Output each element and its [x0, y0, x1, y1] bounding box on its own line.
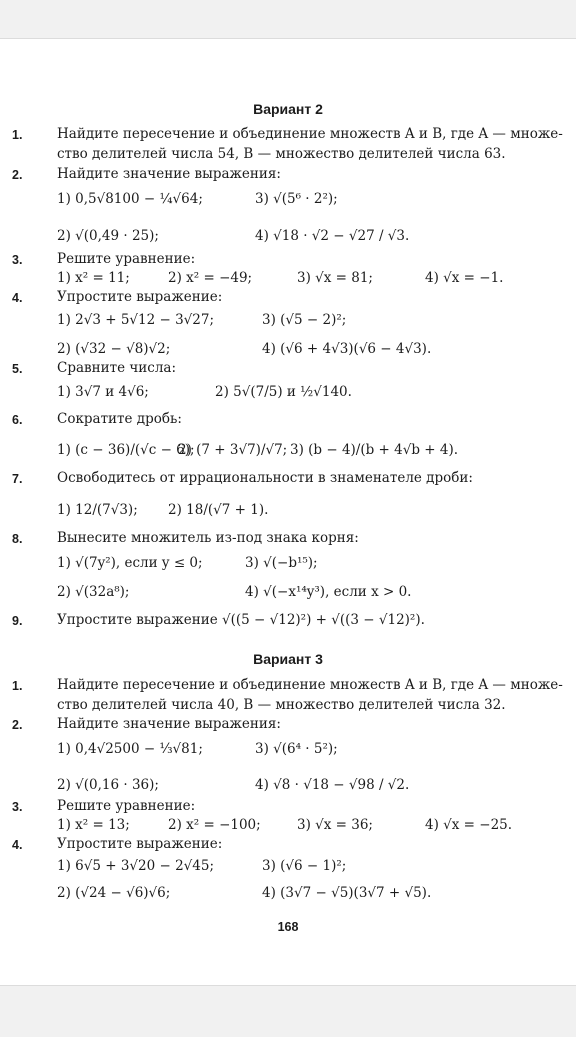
v2-task-5-question: Сравните числа:: [57, 360, 177, 376]
v3-task-2-expr-3: 3) √(6⁴ · 5²);: [255, 741, 338, 757]
v2-task-3-number: 3.: [12, 253, 23, 267]
v2-task-5-number: 5.: [12, 362, 23, 376]
v3-task-4-expr-4: 4) (3√7 − √5)(3√7 + √5).: [262, 885, 432, 901]
v2-task-7-expr-2: 2) 18/(√7 + 1).: [168, 502, 269, 518]
v2-task-3-expr-1: 1) x² = 11;: [57, 270, 130, 286]
v2-task-9-question: Упростите выражение √((5 − √12)²) + √((3 − √12)²).: [57, 612, 425, 628]
variant-2-title: Вариант 2: [253, 101, 323, 117]
v3-task-3-expr-2: 2) x² = −100;: [168, 817, 261, 833]
v3-task-3-question: Решите уравнение:: [57, 798, 196, 814]
v2-task-7-expr-1: 1) 12/(7√3);: [57, 502, 138, 518]
v3-task-2-expr-4: 4) √8 · √18 − √98 / √2.: [255, 777, 410, 793]
v3-task-4-expr-2: 2) (√24 − √6)√6;: [57, 885, 171, 901]
v3-task-1-number: 1.: [12, 679, 23, 693]
v2-task-3-expr-2: 2) x² = −49;: [168, 270, 253, 286]
v2-task-8-expr-3: 3) √(−b¹⁵);: [245, 555, 318, 571]
v3-task-2-expr-2: 2) √(0,16 · 36);: [57, 777, 159, 793]
v2-task-8-expr-4: 4) √(−x¹⁴y³), если x > 0.: [245, 584, 412, 600]
v2-task-8-expr-2: 2) √(32a⁸);: [57, 584, 130, 600]
v2-task-1-line-2: ство делителей числа 54, B — множество делителей числа 63.: [57, 146, 506, 162]
v2-task-2-expr-1: 1) 0,5√8100 − ¼√64;: [57, 191, 203, 207]
v3-task-3-expr-3: 3) √x = 36;: [297, 817, 373, 833]
v2-task-2-expr-2: 2) √(0,49 · 25);: [57, 228, 159, 244]
v2-task-2-number: 2.: [12, 168, 23, 182]
v2-task-6-number: 6.: [12, 413, 23, 427]
v2-task-1-number: 1.: [12, 128, 23, 142]
v2-task-4-expr-3: 3) (√5 − 2)²;: [262, 312, 347, 328]
v2-task-3-question: Решите уравнение:: [57, 251, 196, 267]
v2-task-3-expr-4: 4) √x = −1.: [425, 270, 504, 286]
v2-task-5-expr-1: 1) 3√7 и 4√6;: [57, 384, 149, 400]
v2-task-4-number: 4.: [12, 291, 23, 305]
v2-task-4-expr-1: 1) 2√3 + 5√12 − 3√27;: [57, 312, 215, 328]
v3-task-3-expr-1: 1) x² = 13;: [57, 817, 130, 833]
v3-task-1-line-2: ство делителей числа 40, B — множество делителей числа 32.: [57, 697, 506, 713]
v2-task-2-expr-3: 3) √(5⁶ · 2²);: [255, 191, 338, 207]
v2-task-6-question: Сократите дробь:: [57, 411, 182, 427]
v2-task-4-expr-2: 2) (√32 − √8)√2;: [57, 341, 171, 357]
v2-task-4-question: Упростите выражение:: [57, 289, 223, 305]
textbook-page: [0, 38, 576, 986]
v3-task-2-number: 2.: [12, 718, 23, 732]
v3-task-2-expr-1: 1) 0,4√2500 − ⅓√81;: [57, 741, 203, 757]
v2-task-3-expr-3: 3) √x = 81;: [297, 270, 373, 286]
v2-task-2-expr-4: 4) √18 · √2 − √27 / √3.: [255, 228, 410, 244]
v2-task-5-expr-2: 2) 5√(7/5) и ½√140.: [215, 384, 352, 400]
v2-task-2-question: Найдите значение выражения:: [57, 166, 281, 182]
v2-task-7-number: 7.: [12, 472, 23, 486]
v3-task-1-line-1: Найдите пересечение и объединение множеств A и B, где A — множе-: [57, 677, 563, 693]
v3-task-3-expr-4: 4) √x = −25.: [425, 817, 513, 833]
v2-task-7-question: Освободитесь от иррациональности в знаменателе дроби:: [57, 470, 473, 486]
v2-task-6-expr-3: 3) (b − 4)/(b + 4√b + 4).: [290, 442, 459, 458]
v3-task-4-expr-1: 1) 6√5 + 3√20 − 2√45;: [57, 858, 215, 874]
page-number: 168: [277, 920, 299, 934]
v3-task-4-question: Упростите выражение:: [57, 836, 223, 852]
v3-task-4-number: 4.: [12, 838, 23, 852]
v2-task-8-number: 8.: [12, 532, 23, 546]
v2-task-9-number: 9.: [12, 614, 23, 628]
v2-task-8-question: Вынесите множитель из-под знака корня:: [57, 530, 359, 546]
v3-task-2-question: Найдите значение выражения:: [57, 716, 281, 732]
v2-task-4-expr-4: 4) (√6 + 4√3)(√6 − 4√3).: [262, 341, 432, 357]
v3-task-4-expr-3: 3) (√6 − 1)²;: [262, 858, 347, 874]
v2-task-6-expr-2: 2) (7 + 3√7)/√7;: [178, 442, 288, 458]
v3-task-3-number: 3.: [12, 800, 23, 814]
variant-3-title: Вариант 3: [253, 651, 323, 667]
v2-task-6-expr-1: 1) (c − 36)/(√c − 6);: [57, 442, 195, 458]
v2-task-8-expr-1: 1) √(7y²), если y ≤ 0;: [57, 555, 203, 571]
v2-task-1-line-1: Найдите пересечение и объединение множеств A и B, где A — множе-: [57, 126, 563, 142]
